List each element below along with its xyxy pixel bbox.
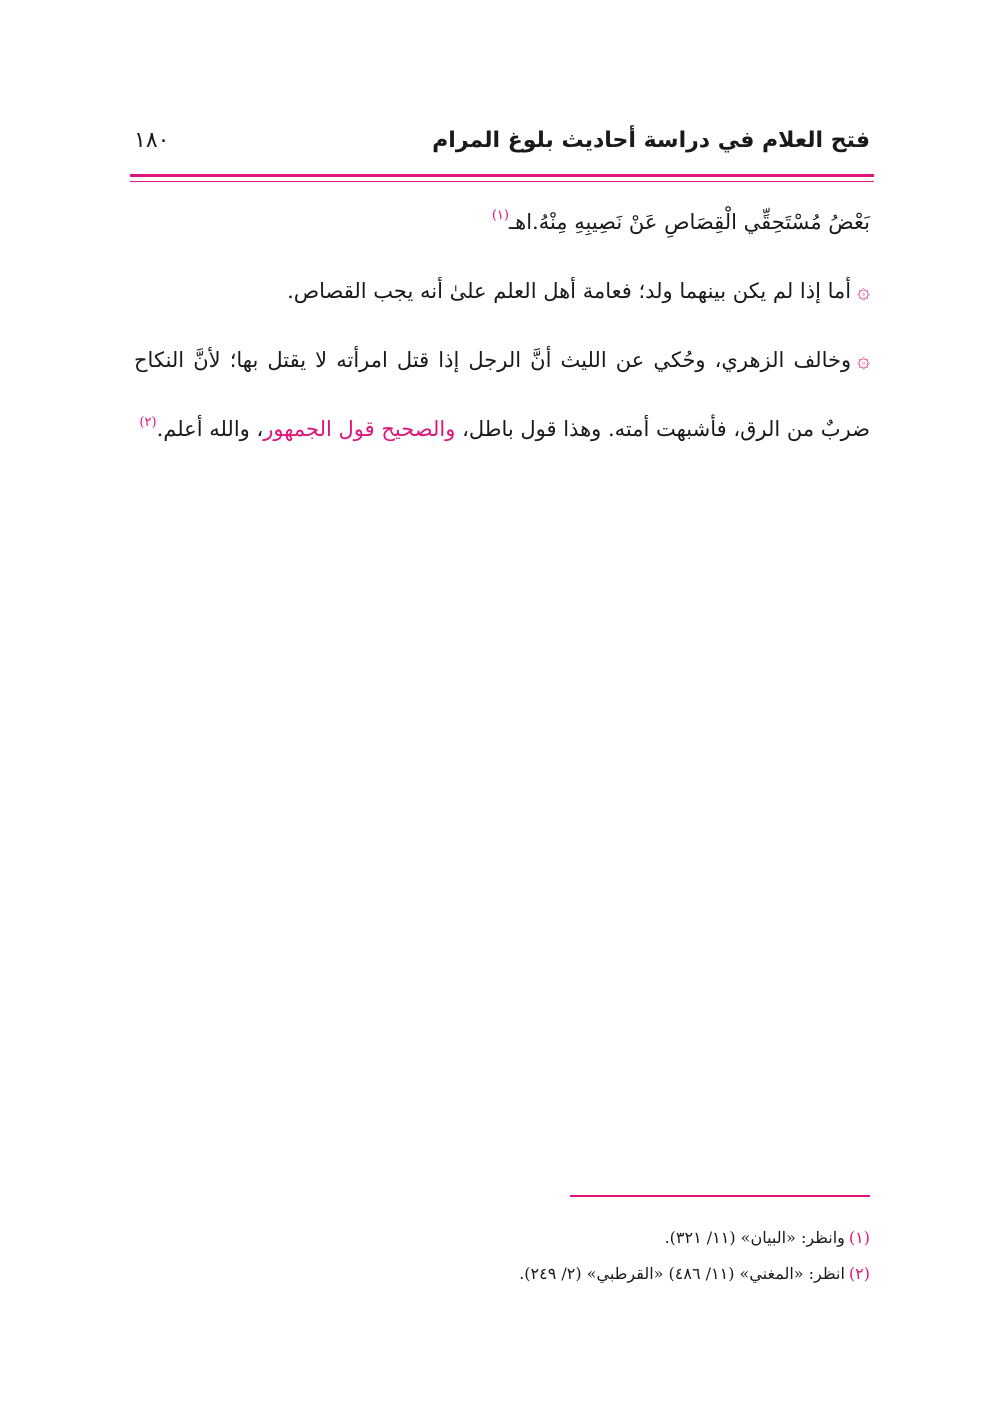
footnote-text: انظر: «المغني» (١١/ ٤٨٦) «القرطبي» (٢/ ٢٤٩). xyxy=(519,1264,845,1283)
quote-text: بَعْضُ مُسْتَحِقِّي الْقِصَاصِ عَنْ نَصِيبِهِ مِنْهُ.اهـ xyxy=(508,210,870,234)
footnote-ref-2: (٢) xyxy=(139,415,157,430)
book-title: فتح العلام في دراسة أحاديث بلوغ المرام xyxy=(432,128,870,153)
paragraph-2 xyxy=(134,257,870,326)
page-header xyxy=(134,128,870,168)
header-rule-thick xyxy=(130,174,874,177)
footnote-number: (٢) xyxy=(848,1264,870,1283)
footnote-separator xyxy=(570,1195,870,1197)
paragraph-3 xyxy=(134,326,870,464)
header-rule-thin xyxy=(130,181,874,182)
footnote-number: (١) xyxy=(848,1228,870,1247)
main-text xyxy=(134,188,870,464)
flower-icon: ۞ xyxy=(857,279,870,304)
footnote-text: وانظر: «البيان» (١١/ ٣٢١). xyxy=(664,1228,845,1247)
paragraph-2-text: أما إذا لم يكن بينهما ولد؛ فعامة أهل العلم علىٰ أنه يجب القصاص. xyxy=(287,279,852,303)
footnote-ref-1: (١) xyxy=(491,208,509,223)
paragraph-3-text: وخالف الزهري، وحُكي عن الليث أنَّ الرجل إذا قتل امرأته لا يقتل بها؛ لأنَّ النكاح ضربٌ من الرق، فأشبهت أمته. وهذا قول باطل، xyxy=(134,348,870,441)
footnotes xyxy=(134,1220,870,1292)
quote-line xyxy=(134,188,870,257)
page-number: ١٨٠ xyxy=(134,128,170,153)
footnote-1 xyxy=(134,1220,870,1256)
highlighted-phrase: والصحيح قول الجمهور xyxy=(263,417,456,441)
flower-icon: ۞ xyxy=(857,348,870,373)
paragraph-3-end: ، والله أعلم. xyxy=(156,417,264,441)
footnote-2 xyxy=(134,1256,870,1292)
